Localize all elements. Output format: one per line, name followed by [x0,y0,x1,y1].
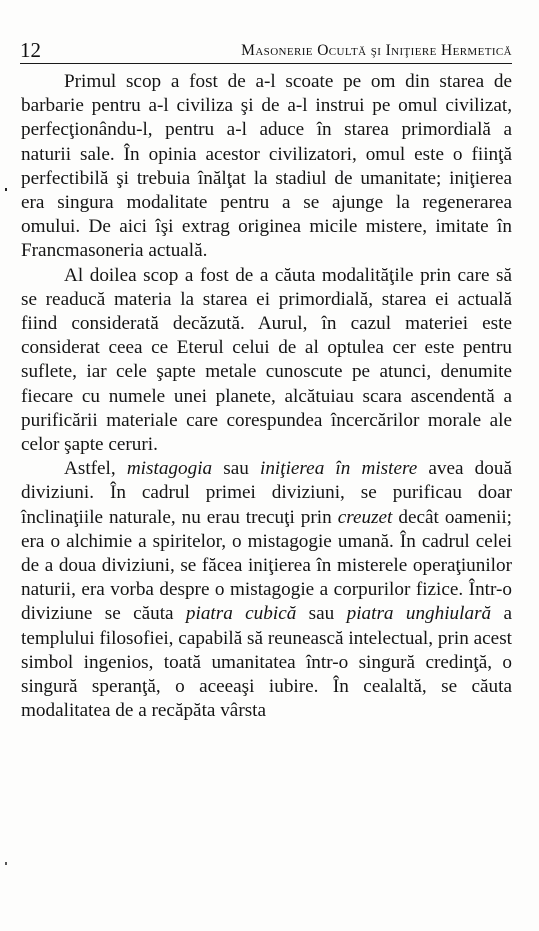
italic-term-piatra-cubica: piatra cubică [185,603,297,625]
text-segment: sau [212,458,260,480]
text-segment: a templului filosofiei, capabilă să reunească intelectual, prin acest simbol ingenios, toată umanitatea într-o singură credinţă, o singură speranţă, o aceeaşi iubire. În cealaltă, se căuta modalitatea de a recăpăta vârsta [21,603,513,722]
text-segment: Astfel, [64,458,127,480]
italic-term-mistagogia: mistagogia [126,458,213,480]
paragraph-2 [21,264,512,458]
italic-term-piatra-unghiulara: piatra unghiulară [346,603,492,625]
header-rule [20,63,512,64]
italic-term-initierea-in-mistere: iniţierea în mistere [259,458,418,480]
running-title: Masonerie Ocultă şi Iniţiere Hermetică [241,42,512,59]
margin-mark [5,862,7,865]
text-segment: sau [296,603,347,625]
italic-term-creuzet: creuzet [337,506,393,528]
page-header [20,36,512,62]
paragraph-1 [21,70,512,264]
paragraph-3 [21,457,512,723]
text-segment: Primul scop a fost de a-l scoate pe om din starea de barbarie pentru a-l civiliza şi de a-l instrui pe omul civilizat, perfecţionându-l, pentru a-l aduce în starea primordială a naturii sale. În opinia acestor civilizatori, omul este o fiinţă perfectibilă şi trebuia înălţat la stadiul de umanitate; iniţierea era singura modalitate pentru a se ajunge la regenerarea omului. De aici îşi extrag originea micile mistere, imitate în Francmasoneria actuală. [21,71,512,262]
page-number: 12 [20,38,41,62]
text-segment: Al doilea scop a fost de a căuta modalităţile prin care să se readucă materia la starea ei primordială, starea ei actuală fiind considerată decăzută. Aurul, în cazul materiei este considerat ceea ce Eterul celui de al optulea cer este pentru suflete, iar cele şapte metale cunoscute pe atunci, denumite fiecare cu numele unei planete, alcătuiau scara ascendentă a purificării materiale care corespundea încercărilor morale ale celor şapte ceruri. [21,264,512,456]
text-segment: decât oamenii; era o alchimie a spiritelor, o mistagogie umană. În cadrul celei de a doua diviziuni, se făcea iniţierea în misterele operaţiunilor naturii, era vorba despre o mistagogie a corpurilor fizice. Într-o diviziune se căuta [21,506,512,625]
text-segment: avea două diviziuni. În cadrul primei diviziuni, se purificau doar înclinaţiile naturale, nu erau trecuţi prin [21,458,512,528]
body-text [21,70,512,723]
margin-mark [5,188,7,191]
